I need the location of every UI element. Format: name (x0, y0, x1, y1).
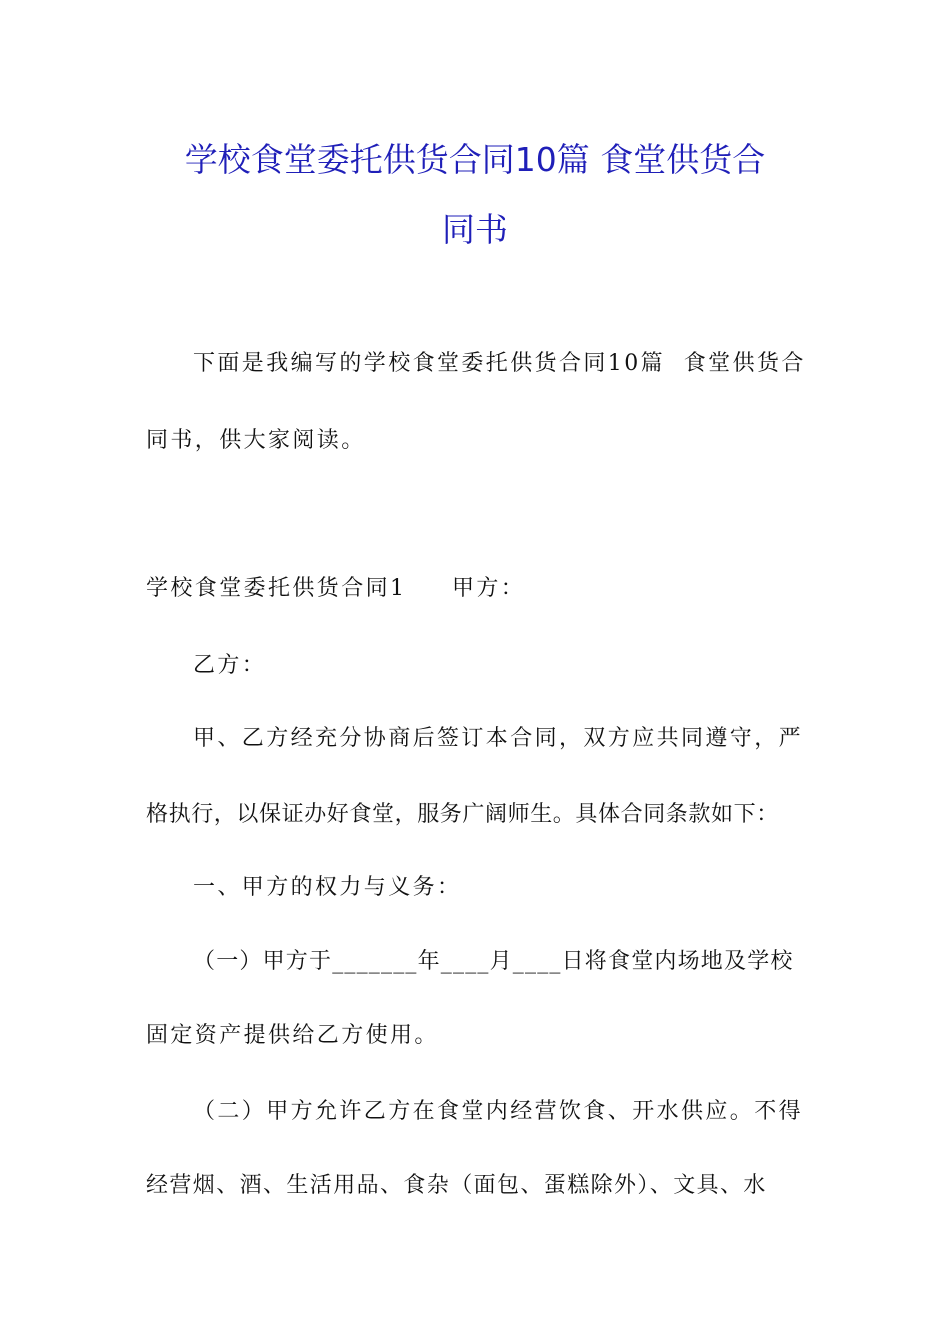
party-a-label: 甲方： (452, 576, 526, 601)
document-title-line-1: 学校食堂委托供货合同10篇 食堂供货合 (184, 140, 766, 179)
paragraph-1-line-1: 甲、乙方经充分协商后签订本合同，双方应共同遵守，严 (193, 726, 804, 751)
intro-line-2: 同书，供大家阅读。 (146, 428, 366, 453)
item-2-line-2: 经营烟、酒、生活用品、食杂（面包、蛋糕除外）、文具、水 (146, 1173, 767, 1198)
intro-line-1: 下面是我编写的学校食堂委托供货合同10篇 食堂供货合 (193, 351, 806, 376)
paragraph-1-line-2: 格执行，以保证办好食堂，服务广阔师生。具体合同条款如下： (146, 802, 779, 827)
item-1-line-1: （一）甲方于_______年____月____日将食堂内场地及学校 (193, 949, 794, 974)
party-b-label: 乙方： (193, 653, 267, 678)
document-title-line-2: 同书 (442, 210, 508, 249)
item-2-line-1: （二）甲方允许乙方在食堂内经营饮食、开水供应。不得 (193, 1099, 804, 1124)
section-1-heading: 一、甲方的权力与义务： (193, 875, 462, 900)
contract-heading: 学校食堂委托供货合同1 (146, 576, 407, 601)
item-1-line-2: 固定资产提供给乙方使用。 (146, 1023, 439, 1048)
